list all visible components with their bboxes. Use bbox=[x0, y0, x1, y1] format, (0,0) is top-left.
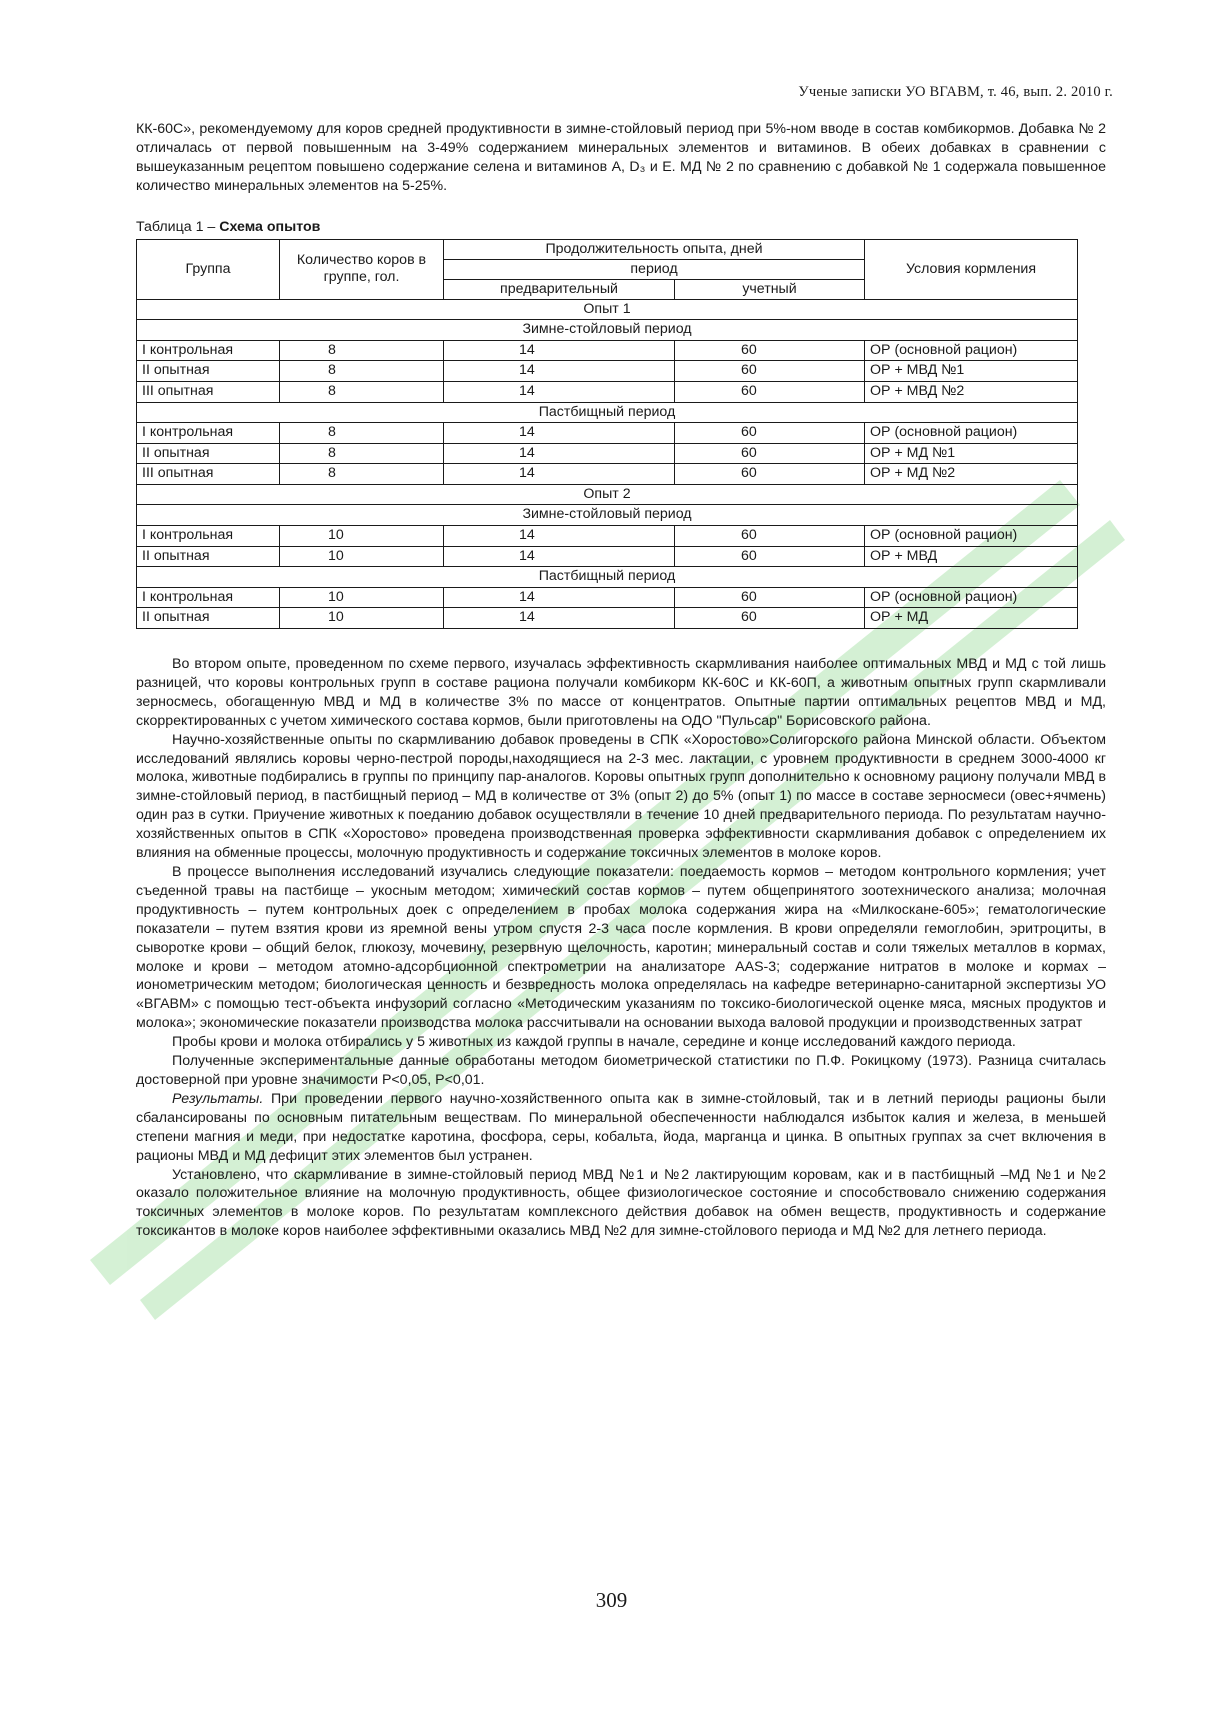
table-row bbox=[137, 361, 1078, 382]
header-duration: Продолжительность опыта, дней bbox=[444, 239, 865, 259]
cell-prelim: 14 bbox=[444, 608, 675, 629]
cell-prelim: 14 bbox=[444, 340, 675, 361]
cell-count: 8 bbox=[280, 423, 444, 444]
period-heading-row bbox=[137, 320, 1078, 341]
cell-main: 60 bbox=[675, 608, 865, 629]
header-group: Группа bbox=[137, 239, 280, 299]
paragraph-lead: Результаты. bbox=[172, 1090, 264, 1107]
cell-prelim: 14 bbox=[444, 587, 675, 608]
cell-main: 60 bbox=[675, 340, 865, 361]
cell-main: 60 bbox=[675, 361, 865, 382]
cell-feeding: ОР (основной рацион) bbox=[865, 587, 1078, 608]
intro-paragraph: КК-60С», рекомендуемому для коров средней продуктивности в зимне-стойловый период при 5%-ном вводе в состав комбикормов. Добавка № 2 отличалась от первой повышенным на 3-49% содержанием минеральных элементов и витаминов. В обеих добавках в сравнении с вышеуказанным рецептом повышено содержание селена и витаминов А, D₃ и Е. МД № 2 по сравнению с добавкой № 1 содержала повышенное количество минеральных элементов на 5-25%. bbox=[136, 121, 1106, 194]
cell-count: 8 bbox=[280, 381, 444, 402]
body-paragraph bbox=[136, 655, 1106, 731]
cell-group: III опытная bbox=[137, 464, 280, 485]
cell-count: 8 bbox=[280, 361, 444, 382]
cell-count: 10 bbox=[280, 587, 444, 608]
table-row bbox=[137, 381, 1078, 402]
period-heading-row bbox=[137, 567, 1078, 588]
table-row bbox=[137, 464, 1078, 485]
table-caption bbox=[136, 218, 1106, 237]
paragraph-text: Пробы крови и молока отбирались у 5 животных из каждой группы в начале, середине и конце исследований каждого периода. bbox=[172, 1034, 1016, 1051]
table-row bbox=[137, 340, 1078, 361]
table-row bbox=[137, 443, 1078, 464]
cell-prelim: 14 bbox=[444, 546, 675, 567]
cell-main: 60 bbox=[675, 587, 865, 608]
experiment-label: Опыт 1 bbox=[137, 299, 1078, 320]
experiment-label: Опыт 2 bbox=[137, 484, 1078, 505]
cell-count: 8 bbox=[280, 464, 444, 485]
cell-group: II опытная bbox=[137, 361, 280, 382]
period-label: Пастбищный период bbox=[137, 402, 1078, 423]
period-label: Зимне-стойловый период bbox=[137, 320, 1078, 341]
cell-feeding: ОР + МВД №2 bbox=[865, 381, 1078, 402]
running-header: Ученые записки УО ВГАВМ, т. 46, вып. 2. 2010 г. bbox=[798, 84, 1113, 100]
cell-feeding: ОР + МВД bbox=[865, 546, 1078, 567]
cell-feeding: ОР (основной рацион) bbox=[865, 423, 1078, 444]
experiment-scheme-table bbox=[136, 239, 1078, 630]
cell-group: I контрольная bbox=[137, 423, 280, 444]
header-count: Количество коров в группе, гол. bbox=[280, 239, 444, 299]
cell-count: 10 bbox=[280, 546, 444, 567]
header-feeding: Условия кормления bbox=[865, 239, 1078, 299]
cell-feeding: ОР (основной рацион) bbox=[865, 526, 1078, 547]
cell-group: I контрольная bbox=[137, 587, 280, 608]
header-main: учетный bbox=[675, 279, 865, 299]
paragraph-text: Полученные экспериментальные данные обработаны методом биометрической статистики по П.Ф. Рокицкому (1973). Разница считалась достоверной при уровне значимости P<0,05, P<0,01. bbox=[136, 1053, 1106, 1088]
body-paragraph bbox=[136, 1166, 1106, 1242]
cell-prelim: 14 bbox=[444, 381, 675, 402]
cell-feeding: ОР + МД №1 bbox=[865, 443, 1078, 464]
cell-feeding: ОР (основной рацион) bbox=[865, 340, 1078, 361]
cell-main: 60 bbox=[675, 443, 865, 464]
paragraph-text: При проведении первого научно-хозяйственного опыта как в зимне-стойловый, так и в летний периоды рационы были сбалансированы по основным питательным веществам. По минеральной обеспеченности наблюдался избыток калия и железа, в меньшей степени магния и меди, при недостатке каротина, фосфора, серы, кобальта, йода, марганца и цинка. В опытных группах за счет включения в рационы МВД и МД дефицит этих элементов был устранен. bbox=[136, 1090, 1106, 1164]
body-paragraph bbox=[136, 1033, 1106, 1052]
experiment-heading-row bbox=[137, 484, 1078, 505]
cell-group: I контрольная bbox=[137, 340, 280, 361]
paragraph-text: Установлено, что скармливание в зимне-стойловый период МВД №1 и №2 лактирующим коровам, как и в пастбищный –МД №1 и №2 оказало положительное влияние на молочную продуктивность, общее физиологическое состояние и способствовало снижению содержания токсичных элементов в молоке коров. По результатам комплексного действия добавок на обмен веществ, продуктивность и содержание токсикантов в молоке коров наиболее эффективными оказались МВД №2 для зимне-стойлового периода и МД №2 для летнего периода. bbox=[136, 1166, 1106, 1240]
cell-prelim: 14 bbox=[444, 443, 675, 464]
header-period: период bbox=[444, 259, 865, 279]
cell-feeding: ОР + МД №2 bbox=[865, 464, 1078, 485]
period-heading-row bbox=[137, 402, 1078, 423]
table-body bbox=[137, 299, 1078, 629]
cell-prelim: 14 bbox=[444, 423, 675, 444]
cell-feeding: ОР + МВД №1 bbox=[865, 361, 1078, 382]
table-caption-title: Схема опытов bbox=[219, 218, 321, 235]
table-row bbox=[137, 526, 1078, 547]
cell-main: 60 bbox=[675, 423, 865, 444]
cell-group: II опытная bbox=[137, 443, 280, 464]
table-row bbox=[137, 587, 1078, 608]
cell-prelim: 14 bbox=[444, 464, 675, 485]
page-number: 309 bbox=[595, 1588, 628, 1612]
period-label: Зимне-стойловый период bbox=[137, 505, 1078, 526]
body-paragraph bbox=[136, 731, 1106, 863]
body-paragraph bbox=[136, 863, 1106, 1033]
table-caption-prefix: Таблица 1 – bbox=[136, 218, 220, 235]
period-label: Пастбищный период bbox=[137, 567, 1078, 588]
cell-main: 60 bbox=[675, 464, 865, 485]
cell-count: 8 bbox=[280, 443, 444, 464]
cell-count: 10 bbox=[280, 608, 444, 629]
table-row bbox=[137, 608, 1078, 629]
cell-feeding: ОР + МД bbox=[865, 608, 1078, 629]
cell-group: II опытная bbox=[137, 608, 280, 629]
cell-group: I контрольная bbox=[137, 526, 280, 547]
cell-main: 60 bbox=[675, 546, 865, 567]
paragraph-text: Во втором опыте, проведенном по схеме первого, изучалась эффективность скармливания наиболее оптимальных МВД и МД с той лишь разницей, что коровы контрольных групп в составе рациона получали комбикорм КК-60С и КК-60П, а животным опытных групп скармливали зерносмесь, обогащенную МВД и МД в количестве 3% по массе от концентратов. Опытные партии оптимальных рецептов МВД и МД, скорректированных с учетом химического состава кормов, были приготовлены на ОДО "Пульсар" Борисовского района. bbox=[136, 656, 1106, 729]
body-paragraph bbox=[136, 1090, 1106, 1166]
cell-main: 60 bbox=[675, 381, 865, 402]
body-text bbox=[136, 655, 1106, 1241]
cell-prelim: 14 bbox=[444, 361, 675, 382]
paragraph-text: Научно-хозяйственные опыты по скармливанию добавок проведены в СПК «Хоростово»Солигорского района Минской области. Объектом исследований являлись коровы черно-пестрой породы,находящиеся на 2-3 мес. лактации, с уровнем продуктивности в среднем 3000-4000 кг молока, животные подбирались в группы по принципу пар-аналогов. Коровы опытных групп дополнительно к основному рациону получали МВД в зимне-стойловый период, в пастбищный период – МД в количестве от 3% (опыт 2) до 5% (опыт 1) по массе в составе зерносмеси (овес+ячмень) один раз в сутки. Приучение животных к поеданию добавок осуществляли в течение 10 дней предварительного периода. По результатам научно-хозяйственных опытов в СПК «Хоростово» проведена производственная проверка эффективности скармливания добавок с определением их влияния на обменные процессы, молочную продуктивность и содержание токсичных элементов в молоке коров. bbox=[136, 731, 1106, 862]
cell-prelim: 14 bbox=[444, 526, 675, 547]
paragraph-text: В процессе выполнения исследований изучались следующие показатели: поедаемость кормов – методом контрольного кормления; учет съеденной травы на пастбище – укосным методом; химический состав кормов – путем общепринятого зоотехнического анализа; молочная продуктивность – путем контрольных доек с определением в пробах молока содержания жира на «Милкоскане-605»; гематологические показатели – путем взятия крови из яремной вены утром спустя 2-3 часа после кормления. В крови определяли гемоглобин, эритроциты, в сыворотке крови – общий белок, глюкозу, мочевину, резервную щелочность, каротин; минеральный состав и соли тяжелых металлов в кормах, молоке и крови – методом атомно-адсорбционной спектрометрии на анализаторе AAS-3; содержание нитратов в молоке и кормах – ионометрическим методом; биологическая ценность и безвредность молока определялась на кафедре ветеринарно-санитарной экспертизы УО «ВГАВМ» с помощью тест-объекта инфузорий согласно «Методическим указаниям по токсико-биологической оценке мяса, мясных продуктов и молока»; экономические показатели производства молока рассчитывали на основании выхода валовой продукции и производственных затрат bbox=[136, 864, 1106, 1032]
period-heading-row bbox=[137, 505, 1078, 526]
cell-count: 8 bbox=[280, 340, 444, 361]
table-row bbox=[137, 546, 1078, 567]
body-paragraph bbox=[136, 1052, 1106, 1090]
article-body bbox=[136, 120, 1106, 1241]
table-row bbox=[137, 423, 1078, 444]
cell-main: 60 bbox=[675, 526, 865, 547]
cell-count: 10 bbox=[280, 526, 444, 547]
experiment-heading-row bbox=[137, 299, 1078, 320]
cell-group: II опытная bbox=[137, 546, 280, 567]
cell-group: III опытная bbox=[137, 381, 280, 402]
header-prelim: предварительный bbox=[444, 279, 675, 299]
